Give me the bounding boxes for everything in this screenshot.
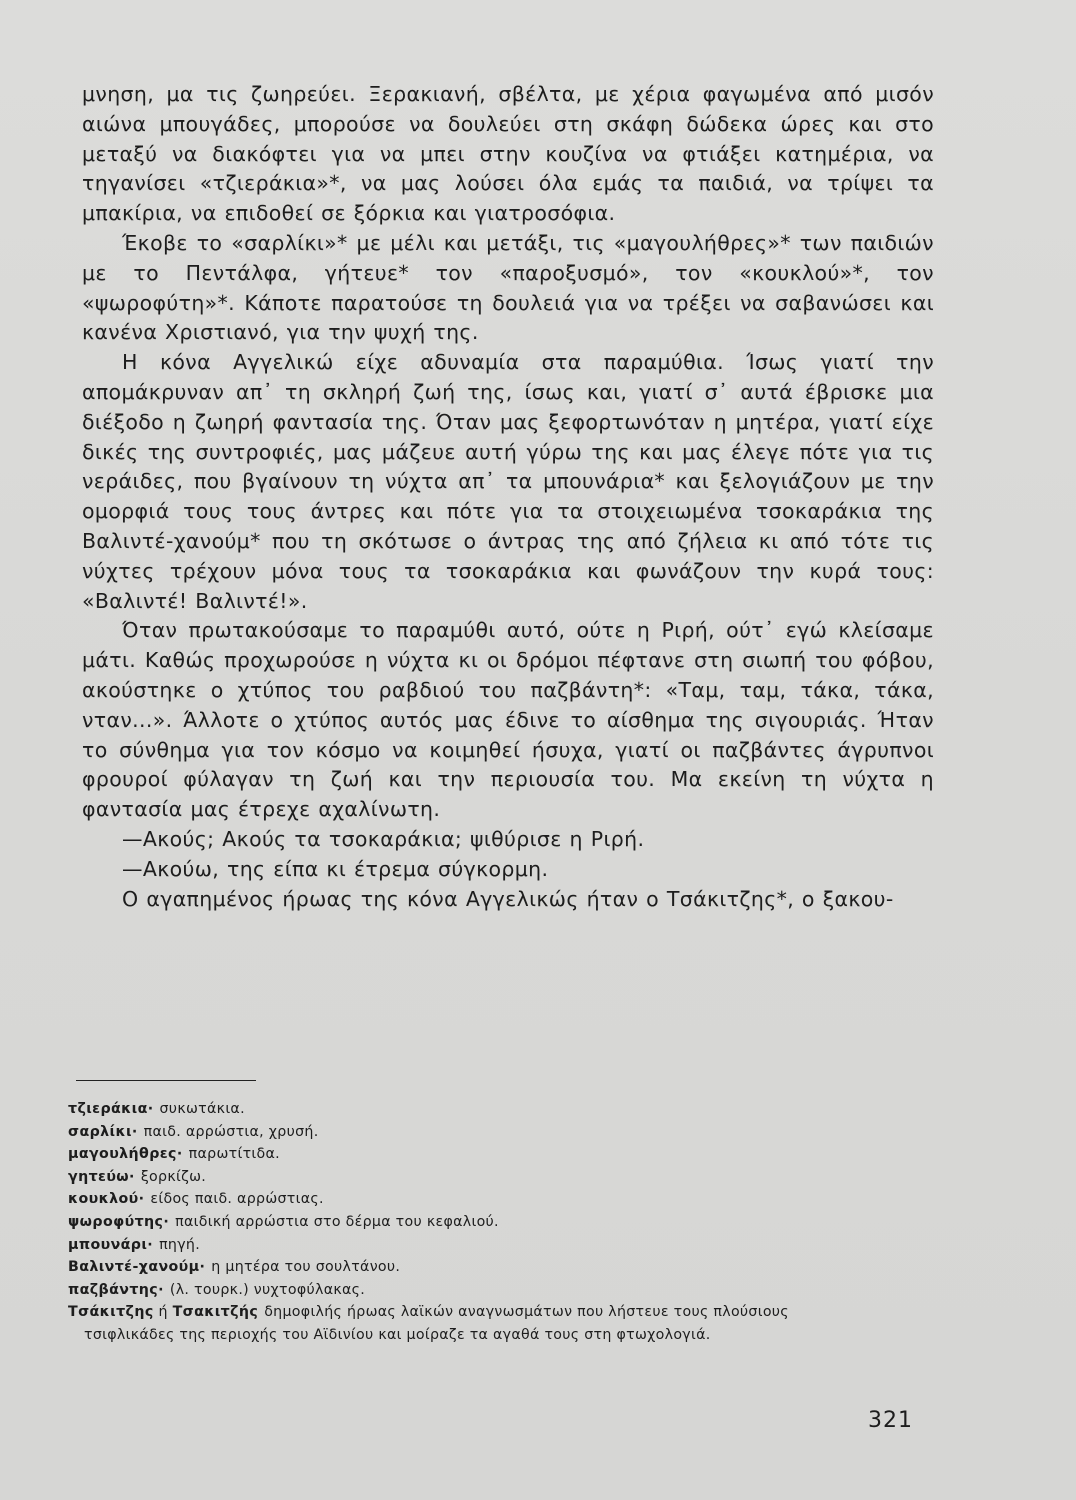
paragraph: Όταν πρωτακούσαμε το παραμύθι αυτό, ούτε η Ριρή, ούτ᾽ εγώ κλείσαμε μάτι. Καθώς προχωρούσε η νύχτα κι οι δρόμοι πέφτανε στη σιωπή του φόβου, ακούστηκε ο χτύπος του ραβδιού του παζβάντη*: «Ταμ, ταμ, τάκα, τάκα, νταν...». Άλλοτε ο χτύπος αυτός μας έδινε το αίσθημα της σιγουριάς. Ήταν το σύνθημα για τον κόσμο να κοιμηθεί ήσυχα, γιατί οι παζβάντες άγρυπνοι φρουροί φύλαγαν τη ζωή και την περιουσία του. Μα εκείνη τη νύχτα η φαντασία μας έτρεχε αχαλίνωτη. [82,618,934,822]
footnote-definition: παρωτίτιδα. [188,1146,280,1163]
footnote-definition: η μητέρα του σουλτάνου. [211,1259,401,1276]
footnote [68,1256,928,1279]
footnote-term: γητεύω· [68,1168,135,1185]
footnote-term: τζιεράκια· [68,1101,154,1117]
footnote-divider [76,1080,256,1081]
footnote [68,1234,928,1257]
footnote-definition: δημοφιλής ήρωας λαϊκών αναγνωσμάτων που λήστευε τους πλούσιους [264,1304,789,1321]
footnote-definition: (λ. τουρκ.) νυχτοφύλακας. [169,1281,366,1298]
footnote [68,1301,928,1346]
footnote [68,1188,928,1211]
footnote-term: κουκλού· [68,1191,145,1208]
footnote-definition: παιδική αρρώστια στο δέρμα του κεφαλιού. [175,1213,499,1230]
dialogue-line: —Ακούω, της είπα κι έτρεμα σύγκορμη. [122,856,549,881]
footnote-definition: είδος παιδ. αρρώστιας. [150,1191,324,1208]
paragraph: Ο αγαπημένος ήρωας της κόνα Αγγελικώς ήταν ο Τσάκιτζης*, ο ξακου- [122,886,894,911]
paragraph: μνηση, μα τις ζωηρεύει. Ξερακιανή, σβέλτα, με χέρια φαγωμένα από μισόν αιώνα μπουγάδες, μπορούσε να δουλεύει στη σκάφη δώδεκα ώρες και στο μεταξύ να διακόφτει για να μπει στην κουζίνα να φτιάξει κατημέρια, να τηγανίσει «τζιεράκια»*, να μας λούσει όλα εμάς τα παιδιά, να τρίψει τα μπακίρια, να επιδοθεί σε ξόρκια και γιατροσόφια. [82,82,934,226]
page-number: 321 [868,1408,913,1433]
body-text [82,80,934,914]
footnotes [68,1098,928,1347]
footnote-term-variant: Τσακιτζής [172,1304,259,1321]
footnote-term: σαρλίκι· [68,1123,138,1140]
footnote-definition: ξορκίζω. [140,1168,207,1185]
footnote-connector: ή [158,1304,168,1321]
footnote-definition: συκωτάκια. [159,1101,245,1117]
paragraph: Έκοβε το «σαρλίκι»* με μέλι και μετάξι, τις «μαγουλήθρες»* των παιδιών με το Πεντάλφα, γήτευε* τον «παροξυσμό», τον «κουκλού»*, τον «ψωροφύτη»*. Κάποτε παρατούσε τη δουλειά για να τρέξει να σαβανώσει και κανένα Χριστιανό, για την ψυχή της. [82,230,934,345]
footnote-definition: παιδ. αρρώστια, χρυσή. [143,1123,319,1140]
footnote [68,1121,928,1144]
footnote-term: μαγουλήθρες· [68,1146,183,1163]
footnote-term: μπουνάρι· [68,1236,154,1253]
footnote-term: Βαλιντέ-χανούμ· [68,1259,206,1276]
footnote-definition-continued: τσιφλικάδες της περιοχής του Αϊδινίου και μοίραζε τα αγαθά τους στη φτωχολογιά. [84,1326,711,1343]
footnote [68,1143,928,1166]
footnote-term: παζβάντης· [68,1281,164,1298]
footnote-definition: πηγή. [159,1236,201,1253]
footnote [68,1279,928,1302]
dialogue-line: —Ακούς; Ακούς τα τσοκαράκια; ψιθύρισε η Ριρή. [122,826,645,851]
footnote [68,1166,928,1189]
footnote-term: ψωροφύτης· [68,1213,170,1230]
footnote [68,1211,928,1234]
footnote [68,1098,928,1121]
paragraph: Η κόνα Αγγελικώ είχε αδυναμία στα παραμύθια. Ίσως γιατί την απομάκρυναν απ᾽ τη σκληρή ζωή της, ίσως και, γιατί σ᾽ αυτά έβρισκε μια διέξοδο η ζωηρή φαντασία της. Όταν μας ξεφορτωνόταν η μητέρα, γιατί είχε δικές της συντροφιές, μας μάζευε αυτή γύρω της και μας έλεγε πότε για τις νεράιδες, που βγαίνουν τη νύχτα απ᾽ τα μπουνάρια* και ξελογιάζουν με την ομορφιά τους τους άντρες και πότε για τα στοιχειωμένα τσοκαράκια της Βαλιντέ-χανούμ* που τη σκότωσε ο άντρας της από ζήλεια κι από τότε τις νύχτες τρέχουν μόνα τους τα τσοκαράκια και φωνάζουν την κυρά τους: «Βαλιντέ! Βαλιντέ!». [82,350,934,613]
footnote-term: Τσάκιτζης [68,1304,154,1321]
